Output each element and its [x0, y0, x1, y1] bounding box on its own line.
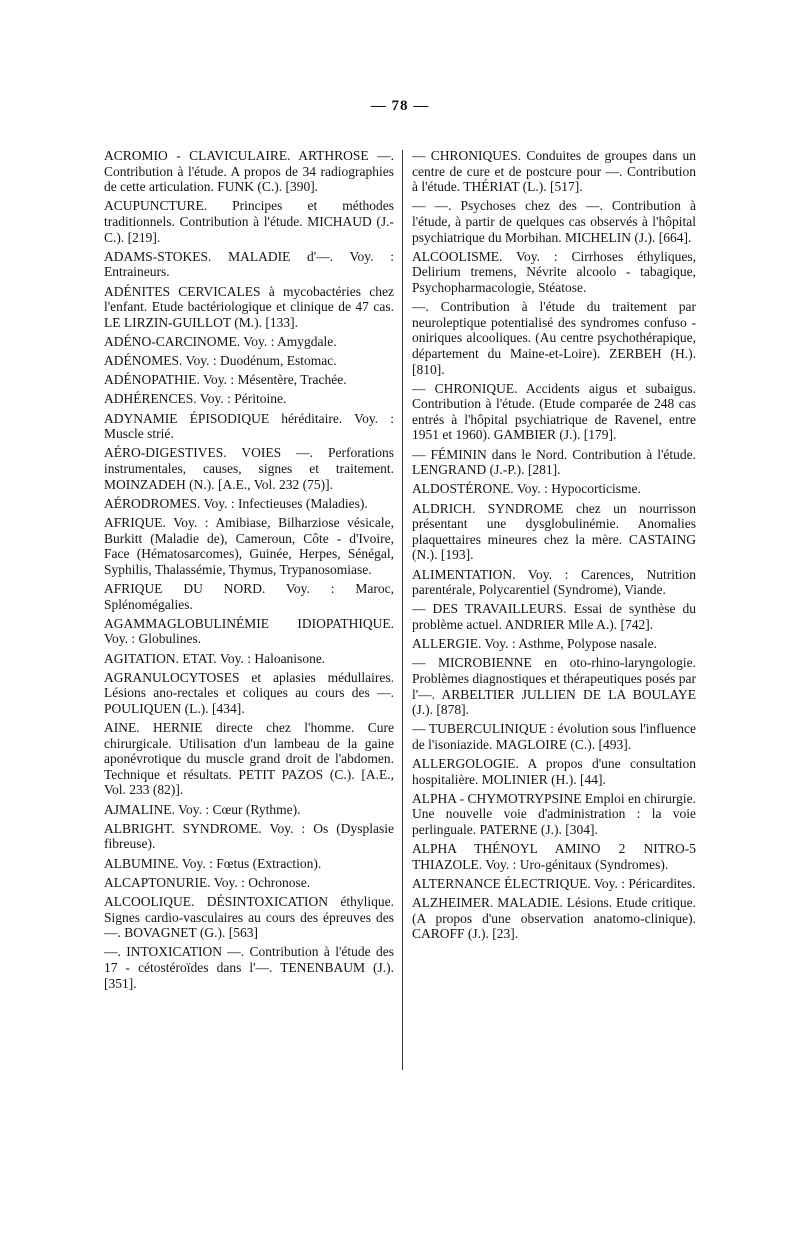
index-entry-allergie-tuberculinique: — TUBERCULINIQUE : évolution sous l'influence de l'isoniazide. MAGLOIRE (C.). [493].: [412, 721, 696, 752]
index-entry-allergologie: ALLERGOLOGIE. A propos d'une consultation hospitalière. MOLINIER (H.). [44].: [412, 756, 696, 787]
index-entry-alcoolisme-feminin: — FÉMININ dans le Nord. Contribution à l'étude. LENGRAND (J.-P.). [281].: [412, 446, 696, 478]
index-entry-alpha-thenoyl: ALPHA THÉNOYL AMINO 2 NITRO-5 THIAZOLE. Voy. : Uro-génitaux (Syndromes).: [412, 841, 696, 872]
index-entry-alternance-electrique: ALTERNANCE ÉLECTRIQUE. Voy. : Péricardites.: [412, 876, 696, 892]
index-entry-adams-stokes: ADAMS-STOKES. MALADIE d'—. Voy. : Entraineurs.: [104, 248, 394, 280]
page-number: — 78 —: [370, 98, 430, 114]
index-entry-adynamie: ADYNAMIE ÉPISODIQUE héréditaire. Voy. : Muscle strié.: [104, 410, 394, 442]
index-entry-alcoolisme-chronique: — CHRONIQUE. Accidents aigus et subaigus. Contribution à l'étude. (Etude comparée de 248 cas entrés à l'hôpital psychiatrique de Ravenel, entre 1951 et 1960). GAMBIER (J.). [179].: [412, 380, 696, 443]
index-entry-adeno-carcinome: ADÉNO-CARCINOME. Voy. : Amygdale.: [104, 333, 337, 349]
index-entry-adenopathie: ADÉNOPATHIE. Voy. : Mésentère, Trachée.: [104, 372, 347, 388]
left-column: [104, 148, 394, 995]
index-entry-alcoolisme: ALCOOLISME. Voy. : Cirrhoses éthyliques, Delirium tremens, Névrite alcoolo - tabagique, Psychopharmacologie, Stéatose.: [412, 248, 696, 295]
index-entry-aine: AINE. HERNIE directe chez l'homme. Cure chirurgicale. Utilisation d'un lambeau de la gaine aponévrotique du muscle grand droit de l'abdomen. Technique et résultats. PETIT PAZOS (C.). [A.E., Vol. 233 (82)].: [104, 720, 394, 798]
index-entry-afrique-du-nord: AFRIQUE DU NORD. Voy. : Maroc, Splénomégalies.: [104, 580, 394, 612]
index-entry-alimentation-travailleurs: — DES TRAVAILLEURS. Essai de synthèse du problème actuel. ANDRIER Mlle A.). [742].: [412, 601, 696, 632]
index-entry-acromio: ACROMIO - CLAVICULAIRE. ARTHROSE —. Contribution à l'étude. A propos de 34 radiographies de cette articulation. FUNK (C.). [390].: [104, 148, 394, 195]
index-entry-alcaptonurie: ALCAPTONURIE. Voy. : Ochronose.: [104, 874, 311, 890]
index-entry-aldosterone: ALDOSTÉRONE. Voy. : Hypocorticisme.: [412, 481, 641, 497]
index-entry-adherences: ADHÉRENCES. Voy. : Péritoine.: [104, 391, 287, 407]
right-column: [412, 148, 696, 946]
index-entry-alpha-chymotrypsine: ALPHA - CHYMOTRYPSINE Emploi en chirurgie. Une nouvelle voie d'administration : la voie perlinguale. PATERNE (J.). [304].: [412, 790, 696, 838]
index-entry-allergie: ALLERGIE. Voy. : Asthme, Polypose nasale.: [412, 636, 657, 652]
index-entry-alcoolisme-traitement: —. Contribution à l'étude du traitement par neuroleptique potentialisé des syndromes confuso - oniriques alcooliques. (Au centre psychothérapique, département du Maine-et-Loire). ZERBEH (H.). [810].: [412, 299, 696, 377]
index-entry-agitation: AGITATION. ETAT. Voy. : Haloanisone.: [104, 650, 326, 666]
index-entry-adenomes: ADÉNOMES. Voy. : Duodénum, Estomac.: [104, 353, 337, 369]
index-entry-chroniques: — CHRONIQUES. Conduites de groupes dans un centre de cure et de postcure pour —. Contribution à l'étude. THÉRIAT (L.). [517].: [412, 148, 696, 195]
index-entry-afrique: AFRIQUE. Voy. : Amibiase, Bilharziose vésicale, Burkitt (Maladie de), Cameroun, Côte - d'Ivoire, Face (Hématosarcomes), Guinée, Herpes, Sénégal, Syphilis, Thalassémie, Thymus, Trypanosomiase.: [104, 515, 394, 577]
column-divider: [402, 150, 403, 1070]
index-entry-psychoses: — —. Psychoses chez des —. Contribution à l'étude, à partir de quelques cas observés à l'hôpital psychiatrique du Morbihan. MICHELIN (J.). [664].: [412, 198, 696, 245]
index-entry-agammaglobulinemie: AGAMMAGLOBULINÉMIE IDIOPATHIQUE. Voy. : Globulines.: [104, 615, 394, 647]
index-entry-adenites: ADÉNITES CERVICALES à mycobactéries chez l'enfant. Etude bactériologique et clinique de 47 cas. LE LIRZIN-GUILLOT (M.). [133].: [104, 283, 394, 330]
index-entry-alimentation: ALIMENTATION. Voy. : Carences, Nutrition parentérale, Polycarentiel (Syndrome), Viande.: [412, 566, 696, 598]
index-entry-albumine: ALBUMINE. Voy. : Fœtus (Extraction).: [104, 855, 322, 871]
index-entry-aldrich: ALDRICH. SYNDROME chez un nourrisson présentant une dysglobulinémie. Anomalies plaquettaires mineures chez la mère. CASTAING (N.). [193].: [412, 500, 696, 563]
index-entry-alcoolique: ALCOOLIQUE. DÉSINTOXICATION éthylique. Signes cardio-vasculaires au cours des épreuves des —. BOVAGNET (G.). [563]: [104, 894, 394, 941]
index-entry-agranulocytoses: AGRANULOCYTOSES et aplasies médullaires. Lésions ano-rectales et coliques au cours des —. POULIQUEN (L.). [434].: [104, 669, 394, 716]
index-entry-ajmaline: AJMALINE. Voy. : Cœur (Rythme).: [104, 801, 301, 817]
index-entry-alcoolique-intoxication: —. INTOXICATION —. Contribution à l'étude des 17 - cétostéroïdes dans l'—. TENENBAUM (J.). [351].: [104, 944, 394, 991]
index-entry-alzheimer: ALZHEIMER. MALADIE. Lésions. Etude critique. (A propos d'une observation anatomo-clinique). CAROFF (J.). [23].: [412, 895, 696, 942]
index-entry-albright: ALBRIGHT. SYNDROME. Voy. : Os (Dysplasie fibreuse).: [104, 820, 394, 852]
index-entry-allergie-microbienne: — MICROBIENNE en oto-rhino-laryngologie. Problèmes diagnostiques et thérapeutiques posés par l'—. ARBELTIER JULLIEN DE LA BOULAYE (J.). [878].: [412, 655, 696, 718]
index-entry-acupuncture: ACUPUNCTURE. Principes et méthodes traditionnels. Contribution à l'étude. MICHAUD (J.-C.). [219].: [104, 198, 394, 245]
index-entry-aerodromes: AÉRODROMES. Voy. : Infectieuses (Maladies).: [104, 495, 368, 511]
index-entry-aero-digestives: AÉRO-DIGESTIVES. VOIES —. Perforations instrumentales, causes, signes et traitement. MOINZADEH (N.). [A.E., Vol. 232 (75)].: [104, 445, 394, 492]
